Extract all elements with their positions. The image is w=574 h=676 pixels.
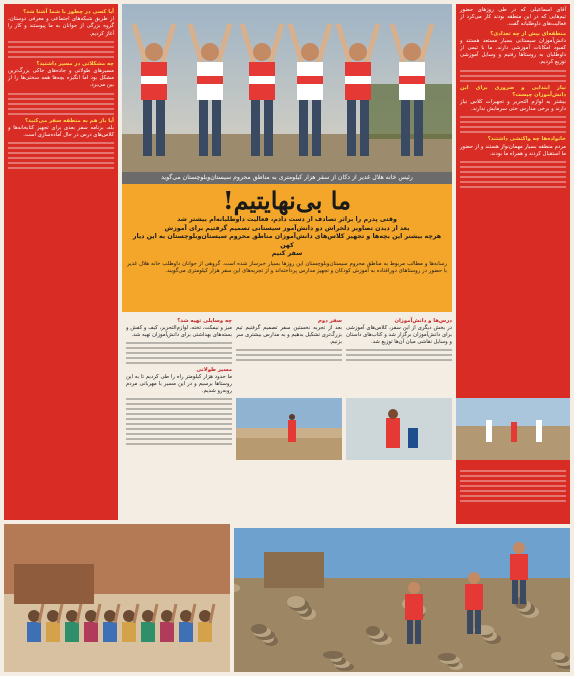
headline-lead-1: وقتی پدرم را براثر تصادف از دست دادم، فعالیت داوطلبانه‌ام بیشتر شد bbox=[177, 216, 397, 223]
headline-lead-4: سفر کنیم bbox=[271, 250, 303, 258]
headline-lead-3: هرچه بیشتر این بچه‌ها و تجهیز کلاس‌های دانش‌آموزان مناطق محروم سیستان‌وبلوچستان به این دیار کهن bbox=[132, 233, 442, 249]
mid-col-question: سفر دوم bbox=[317, 318, 342, 324]
small-photo-1 bbox=[236, 398, 342, 460]
terrain-photo bbox=[234, 528, 570, 672]
mid-column-1 bbox=[346, 316, 452, 394]
rock bbox=[287, 596, 305, 608]
rock bbox=[551, 652, 565, 660]
left-col-question: چه مشکلاتی در مسیر داشتید؟ bbox=[36, 60, 114, 67]
mid-col-question: مسیر طولانی bbox=[196, 367, 232, 373]
mid-col-question: درس‌ها و دانش‌آموزان bbox=[394, 318, 452, 324]
mid-col-text: در بخش دیگری از این سفر، کلاس‌های آموزشی برای دانش‌آموزان برگزار شد و کتاب‌های داستان و وسایل نقاشی میان آن‌ها توزیع شد. bbox=[346, 325, 452, 345]
children-photo bbox=[4, 524, 230, 672]
mid-column-2 bbox=[236, 316, 342, 394]
headline-title: ما بی‌نهایتیم! bbox=[223, 186, 351, 215]
right-col-paragraph: دانش‌آموزان سیستانی بسیار مستعد هستند و کمبود امکانات آموزشی دارند. ما با تیمی از داوطلبان به روستاها رفتیم و وسایل آموزشی توزیع کردیم. bbox=[460, 37, 566, 66]
right-col-paragraph: مردم منطقه بسیار مهمان‌نواز هستند و از حضور ما استقبال کردند و همراه ما بودند. bbox=[460, 143, 566, 157]
left-red-column bbox=[4, 4, 118, 520]
top-group-photo bbox=[122, 4, 452, 172]
photo-caption: رئیس خانه هلال غدیر از دکان از سفر هزار کیلومتری به مناطق محروم سیستان‌وبلوچستان می‌گوید bbox=[122, 172, 452, 184]
small-photo-2 bbox=[346, 398, 452, 460]
rock bbox=[366, 626, 380, 636]
right-col-question: نیاز ابتدایی و ضروری برای این دانش‌آموزان چیست؟ bbox=[460, 84, 566, 98]
left-col-question: آیا باز هم به منطقه سفر می‌کنید؟ bbox=[24, 117, 114, 124]
right-col-question: منطقه‌ای بیش از چه تعدادی؟ bbox=[490, 30, 566, 37]
volunteers-illustration bbox=[122, 4, 452, 172]
rock bbox=[251, 624, 267, 634]
right-col-paragraph: آقای اسماعیلی که در طی روزهای حضور تیم‌هایی که در این منطقه بودند کار می‌کرد از فعالیت‌های داوطلبانه گفت. bbox=[460, 7, 566, 28]
headline-lead-2: بعد از دیدن تصاویر دلخراش دو دانش‌آموز سیستانی تصمیم گرفتیم برای آموزش bbox=[164, 224, 410, 232]
mid-col-text: میز و نیمکت، تخته، لوازم‌التحریر، کیف و کفش و بسته‌های بهداشتی برای دانش‌آموزان تهیه شد. bbox=[126, 325, 232, 338]
right-col-paragraph: بیشتر به لوازم التحریر و تجهیزات کلاس نیاز دارند و برخی مدارس حتی سرمایش ندارند. bbox=[460, 99, 566, 113]
left-col-question: آیا کسی در چطور با شما آشنا شد؟ bbox=[23, 9, 114, 15]
right-col-question: خانواده‌ها چه واکنشی داشتند؟ bbox=[487, 136, 566, 143]
mid-column-3 bbox=[126, 316, 232, 531]
rock bbox=[323, 651, 343, 659]
left-col-paragraph: از طریق شبکه‌های اجتماعی و معرفی دوستان، گروه بزرگی از جوانان به ما پیوستند و کار را آغاز کردیم. bbox=[8, 16, 114, 37]
intro-paragraph: رسانه‌ها و مطالب مربوط به مناطق محروم سیستان‌وبلوچستان این روزها بسیار خبرساز شده است. گروهی از جوانان داوطلب خانه هلال غدیر با حضور در روستاهای دورافتاده به آموزش کودکان و تجهیز مدارس پرداخته‌اند و از تجربه‌های این سفر هزار کیلومتری می‌گویند. bbox=[127, 260, 447, 275]
mid-col-question: چه وسایلی تهیه شد؟ bbox=[177, 318, 232, 324]
left-col-paragraph: بله، برنامه سفر بعدی برای تجهیز کتابخانه‌ها و کلاس‌های درس در حال آماده‌سازی است. bbox=[8, 124, 114, 139]
headline-box bbox=[122, 184, 452, 312]
right-lower-red bbox=[456, 464, 570, 524]
left-col-paragraph: مسیرهای طولانی و جاده‌های خاکی بزرگ‌ترین مشکل بود اما انگیزه بچه‌ها همه سختی‌ها را از بین می‌برد. bbox=[8, 68, 114, 89]
small-photo-3 bbox=[456, 398, 570, 460]
mid-col-text: بعد از تجربه نخستین سفر تصمیم گرفتیم تیم بزرگ‌تری تشکیل بدهیم و به مدارس بیشتری سر بزنیم. bbox=[236, 325, 342, 345]
rock bbox=[438, 653, 456, 661]
mid-col-text: ما حدود هزار کیلومتر راه را طی کردیم تا به این روستاها برسیم و در این مسیر با مهربانی مردم روبه‌رو شدیم. bbox=[126, 374, 232, 394]
